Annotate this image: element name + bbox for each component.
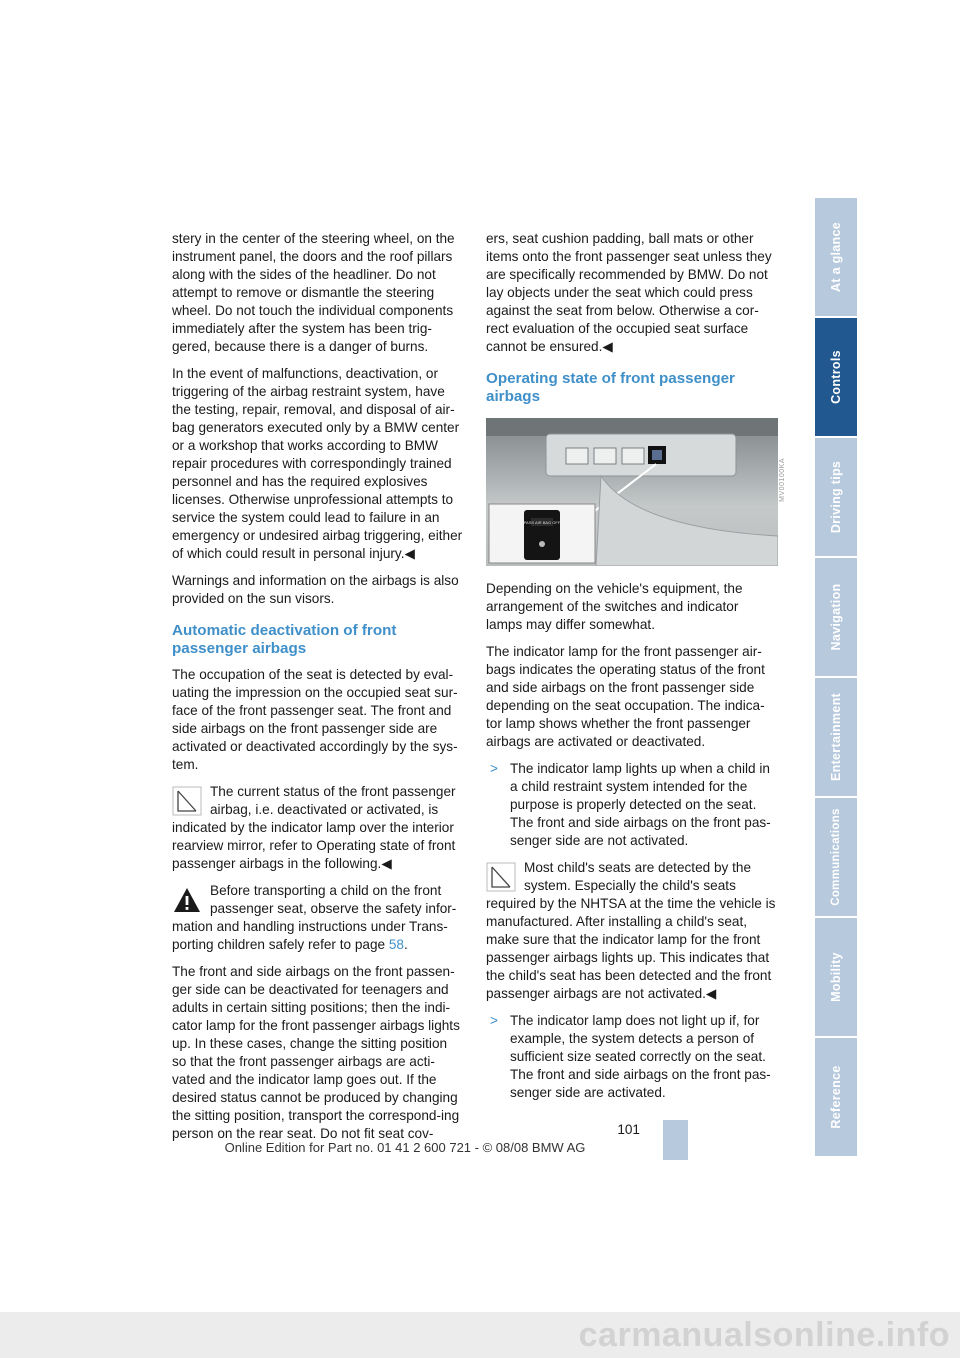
section-heading: Operating state of front passenger airbags xyxy=(486,370,735,405)
list-item: > The indicator lamp does not light up if, for example, the system detects a person of sufficient size seated correctly on the seat. The front and side airbags on the front pas-senger side are activated. xyxy=(490,1013,771,1100)
right-column xyxy=(486,230,786,1111)
tab-mobility[interactable]: Mobility xyxy=(815,918,857,1036)
note-icon xyxy=(172,786,202,816)
tab-reference[interactable]: Reference xyxy=(815,1038,857,1156)
paragraph: The occupation of the seat is detected by eval-uating the impression on the occupied seat sur-face of the front passenger seat. The front and side airbags on the front passenger side are activated or deactivated accordingly by the sys-tem. xyxy=(172,667,458,772)
watermark: carmanualsonline.info xyxy=(0,1312,960,1358)
warning-text: Before transporting a child on the front passenger seat, observe the safety infor-mation and handling instructions under Trans-porting children safely refer to page xyxy=(172,883,457,952)
page-number: 101 xyxy=(617,1122,640,1137)
bullet-marker: > xyxy=(490,1013,498,1028)
warning-block xyxy=(172,882,464,954)
page-link[interactable]: 58 xyxy=(388,937,404,952)
lamp-label: PASS AIR BAG OFF xyxy=(523,520,561,525)
left-column xyxy=(172,230,464,1143)
bullet-list xyxy=(486,760,778,850)
paragraph: Depending on the vehicle's equipment, the arrangement of the switches and indicator lamps may differ somewhat. xyxy=(486,581,743,632)
note-text: Most child's seats are detected by the system. Especially the child's seats required by the NHTSA at the time the vehicle is manufactured. After installing a child's seat, make sure that the indicator lamp for the front passenger airbags lights up. This indicates that the child's seat has been detected and the front passenger airbags are not activated.◀ xyxy=(486,860,776,1001)
footer: Online Edition for Part no. 01 41 2 600 721 - © 08/08 BMW AG xyxy=(224,1140,586,1155)
tab-at-a-glance[interactable]: At a glance xyxy=(815,198,857,316)
indicator-lamp-figure xyxy=(486,418,786,566)
note-block xyxy=(172,783,464,873)
paragraph: The front and side airbags on the front passen-ger side can be deactivated for teenagers and adults in certain sitting positions; then the indi-cator lamp for the front passenger airbags lights up. In these cases, change the sitting position so that the front passenger airbags are acti-vated and the indicator lamp goes out. If the desired status cannot be produced by changing the sitting position, transport the correspond-ing person on the rear seat. Do not fit seat cov- xyxy=(172,964,460,1141)
note-text: The current status of the front passenger airbag, i.e. deactivated or activated, is indicated by the indicator lamp over the interior rearview mirror, refer to Operating state of front passenger airbags in the following.◀ xyxy=(172,784,456,871)
warning-text-end: . xyxy=(404,937,408,952)
paragraph: The indicator lamp for the front passenger air-bags indicates the operating status of the front and side airbags on the front passenger side depending on the seat occupation. The indica-tor lamp shows whether the front passenger airbags are activated or deactivated. xyxy=(486,644,765,749)
paragraph: Warnings and information on the airbags is also provided on the sun visors. xyxy=(172,573,459,606)
paragraph: In the event of malfunctions, deactivation, or triggering of the airbag restraint system, have the testing, repair, removal, and disposal of air-bag generators executed only by a BMW center or a workshop that works according to BMW repair procedures with correspondingly trained personnel and has the required explosives licenses. Otherwise unprofessional attempts to service the system could lead to failure in an emergency or undesired airbag triggering, either of which could result in personal injury.◀ xyxy=(172,366,463,561)
note-icon xyxy=(486,862,516,892)
section-heading: Automatic deactivation of front passenger airbags xyxy=(172,622,397,657)
tab-controls[interactable]: Controls xyxy=(815,318,857,436)
bullet-list xyxy=(486,1012,778,1102)
warning-icon xyxy=(172,885,202,915)
tab-driving-tips[interactable]: Driving tips xyxy=(815,438,857,556)
figure-code: MV00100KA xyxy=(779,458,786,502)
chapter-tabs xyxy=(815,198,857,1158)
paragraph: ers, seat cushion padding, ball mats or other items onto the front passenger seat unless they are specifically recommended by BMW. Do not lay objects under the seat which could press against the seat from below. Otherwise a cor-rect evaluation of the occupied seat surface cannot be ensured.◀ xyxy=(486,231,772,354)
tab-entertainment[interactable]: Entertainment xyxy=(815,678,857,796)
overhead-console-illustration xyxy=(486,418,778,566)
tab-navigation[interactable]: Navigation xyxy=(815,558,857,676)
tab-communications[interactable]: Communications xyxy=(815,798,857,916)
note-block xyxy=(486,859,778,1003)
bullet-marker: > xyxy=(490,761,498,776)
paragraph: stery in the center of the steering wheel, on the instrument panel, the doors and the roof pillars along with the sides of the headliner. Do not attempt to remove or dismantle the steering wheel. Do not touch the individual components immediately after the system has been trig-gered, because there is a danger of burns. xyxy=(172,231,455,354)
list-item: > The indicator lamp lights up when a child in a child restraint system intended for the purpose is properly detected on the seat. The front and side airbags on the front pas-senger side are not activated. xyxy=(490,761,771,848)
